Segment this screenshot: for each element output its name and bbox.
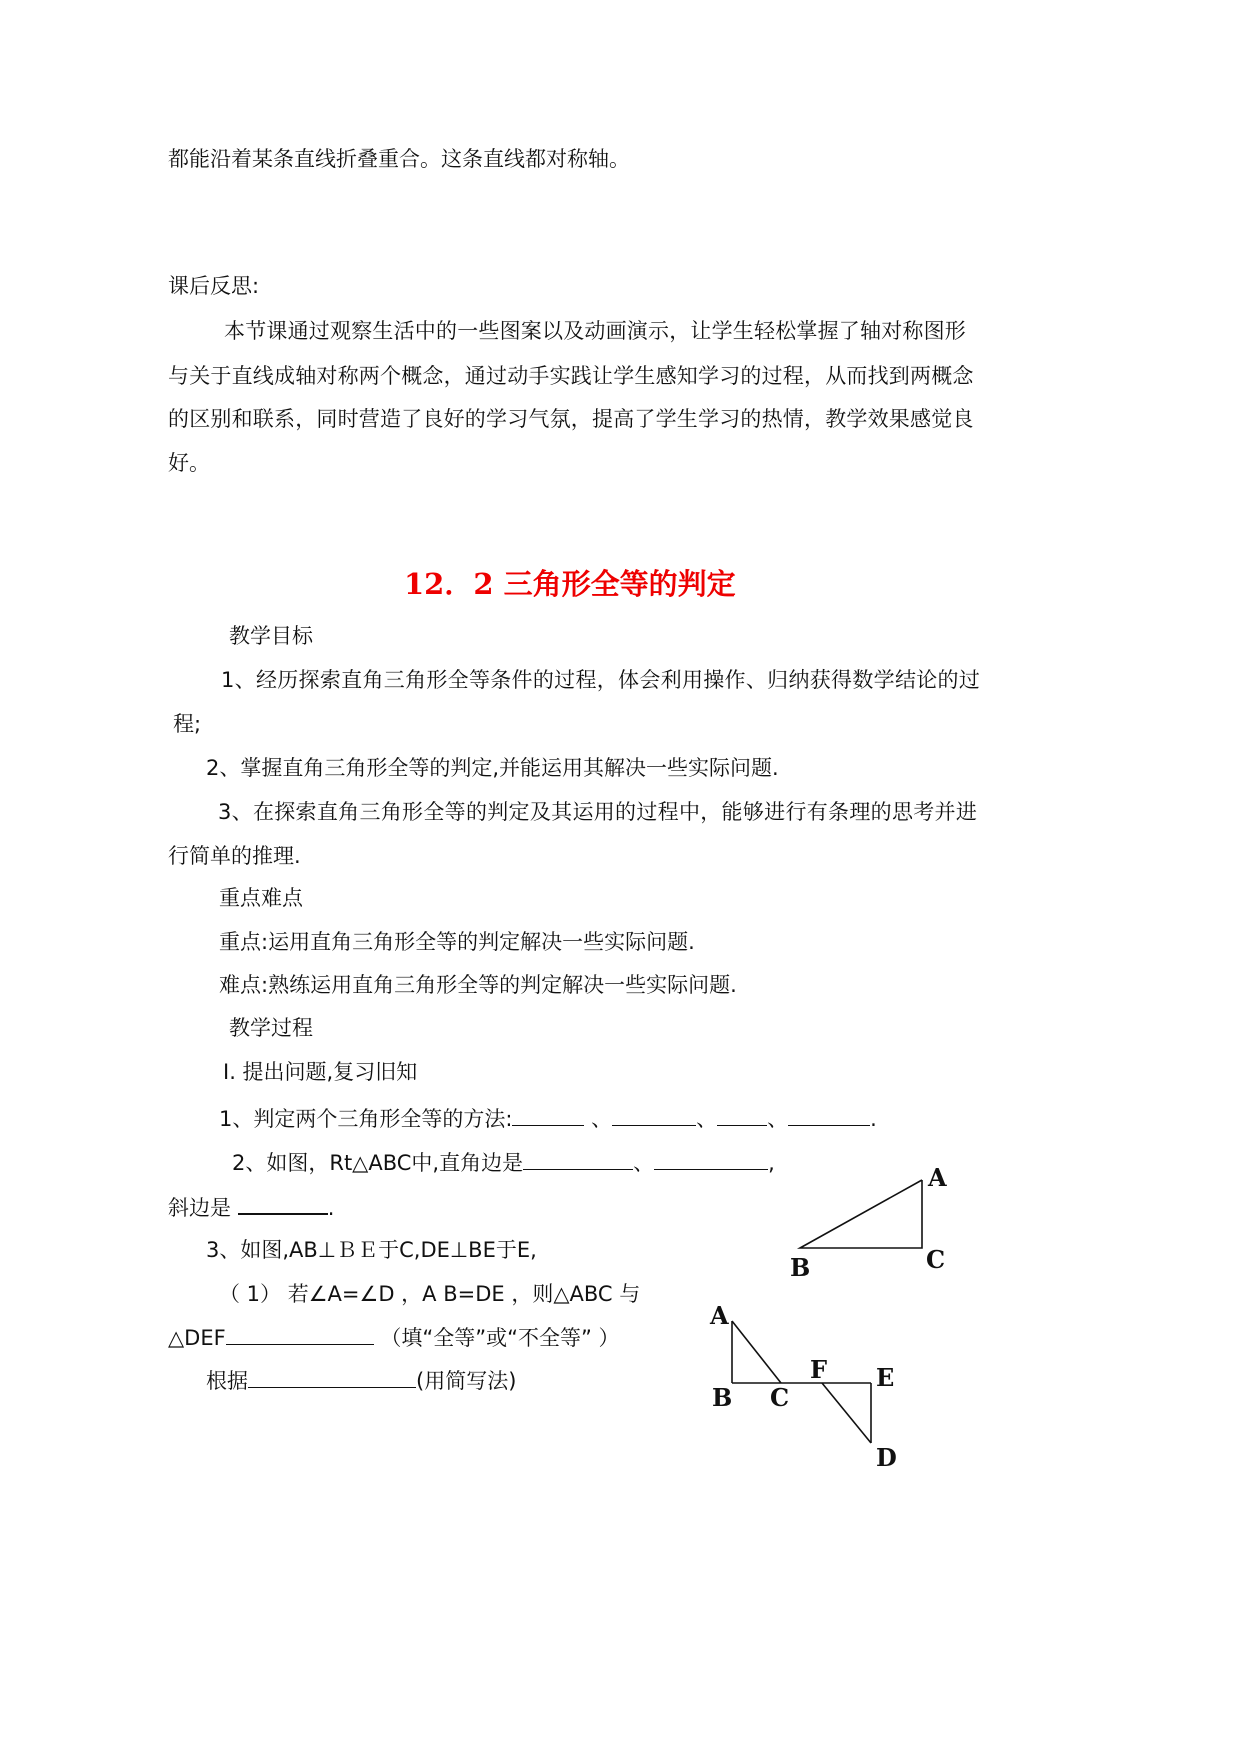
segment-fd	[822, 1383, 871, 1443]
separator: 、	[767, 1107, 789, 1131]
reflection-line: 与关于直线成轴对称两个概念，通过动手实践让学生感知学习的过程，从而找到两概念	[168, 364, 974, 388]
vertex-label-b: B	[712, 1383, 733, 1412]
difficulty-point: 难点:熟练运用直角三角形全等的判定解决一些实际问题.	[219, 973, 737, 997]
reflection-heading: 课后反思:	[168, 274, 260, 298]
separator: 、	[591, 1107, 613, 1131]
vertex-label-e: E	[876, 1363, 895, 1392]
reflection-line: 本节课通过观察生活中的一些图案以及动画演示，让学生轻松掌握了轴对称图形	[224, 319, 966, 343]
vertex-label-a: A	[928, 1163, 947, 1192]
question-1-text: 1、判定两个三角形全等的方法:	[219, 1107, 513, 1131]
process-heading: 教学过程	[229, 1016, 313, 1040]
comma: ,	[768, 1151, 775, 1175]
vertex-label-a: A	[710, 1301, 729, 1330]
separator: 、	[696, 1107, 718, 1131]
question-3: 3、如图,AB⊥ＢＥ于C,DE⊥BE于E,	[206, 1238, 537, 1262]
key-points-heading: 重点难点	[219, 886, 303, 910]
basis-label: 根据	[206, 1369, 248, 1393]
triangle-def: △DEF	[168, 1326, 226, 1350]
vertex-label-b: B	[790, 1253, 811, 1282]
reflection-line: 的区别和联系，同时营造了良好的学习气氛，提高了学生学习的热情，教学效果感觉良	[168, 407, 974, 431]
key-point: 重点:运用直角三角形全等的判定解决一些实际问题.	[219, 930, 695, 954]
hypotenuse-label: 斜边是	[168, 1196, 231, 1220]
fill-hint: （填“全等”或“不全等” ）	[380, 1326, 620, 1350]
goals-heading: 教学目标	[229, 624, 313, 648]
vertex-label-d: D	[876, 1443, 897, 1472]
section-title: 12．2 三角形全等的判定	[404, 567, 736, 601]
figure-two-triangles	[709, 1301, 897, 1472]
period: .	[327, 1196, 335, 1220]
vertex-label-c: C	[926, 1245, 946, 1274]
basis-hint: (用简写法)	[416, 1369, 517, 1393]
question-3-sub-1: （ 1） 若∠A=∠D ，A B=DE ，则△ABC 与	[219, 1282, 641, 1306]
segment-ac	[732, 1321, 781, 1383]
process-part-1: Ⅰ. 提出问题,复习旧知	[223, 1060, 418, 1084]
goal-item-3-cont: 行简单的推理.	[168, 844, 301, 868]
period: .	[870, 1107, 877, 1131]
vertex-label-c: C	[770, 1383, 790, 1412]
continued-text: 都能沿着某条直线折叠重合。这条直线都对称轴。	[168, 147, 630, 171]
goal-item-1-cont: 程;	[173, 712, 202, 736]
reflection-line: 好。	[168, 451, 210, 475]
figure-right-triangle-abc	[790, 1163, 947, 1282]
separator: 、	[633, 1151, 655, 1175]
vertex-label-f: F	[810, 1355, 828, 1384]
goal-item-3: 3、在探索直角三角形全等的判定及其运用的过程中，能够进行有条理的思考并进	[218, 800, 978, 824]
goal-item-1: 1、经历探索直角三角形全等条件的过程，体会利用操作、归纳获得数学结论的过	[221, 668, 981, 692]
goal-item-2: 2、掌握直角三角形全等的判定,并能运用其解决一些实际问题.	[206, 756, 779, 780]
triangle-abc-edges	[800, 1180, 922, 1248]
question-2-text: 2、如图，Rt△ABC中,直角边是	[232, 1151, 524, 1175]
